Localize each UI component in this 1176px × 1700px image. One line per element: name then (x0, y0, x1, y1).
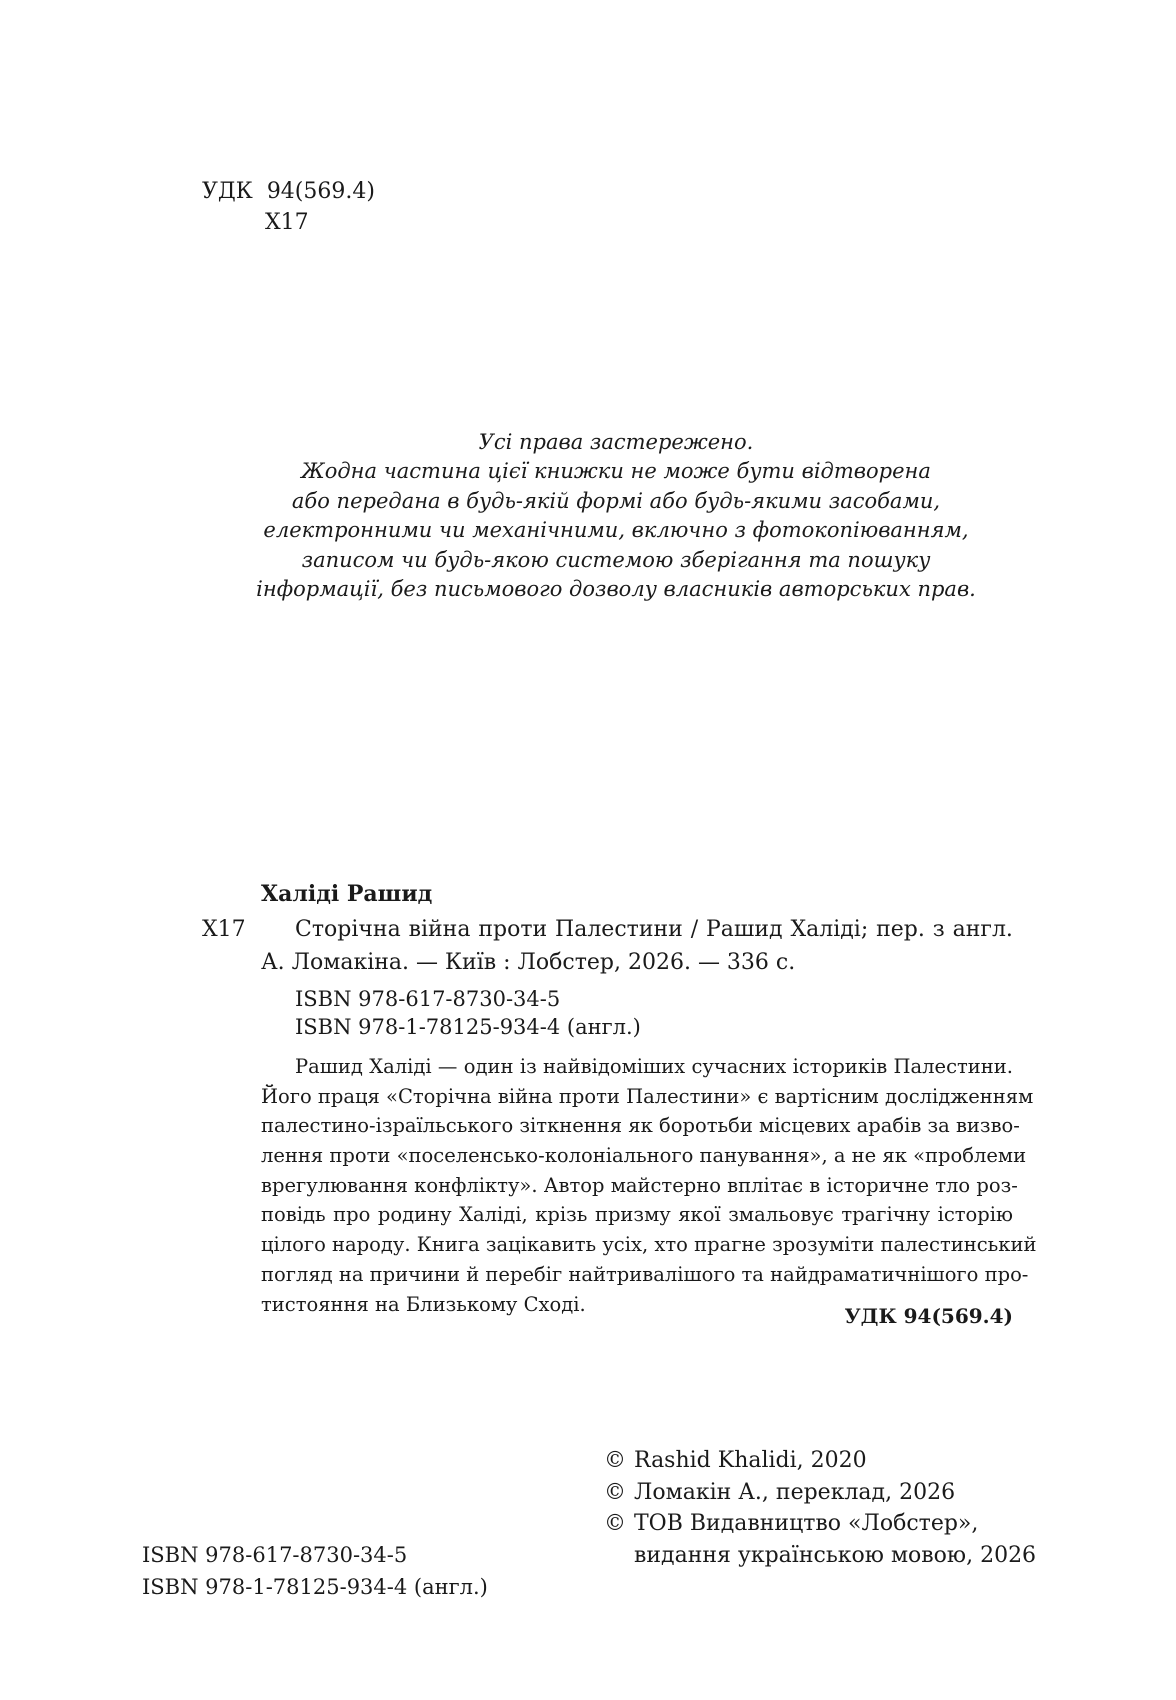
annotation-line: Рашид Халіді — один із найвідоміших сучасних істориків Палестини. (295, 1055, 1013, 1078)
catalog-title-line-2: А. Ломакіна. — Київ : Лобстер, 2026. — 336 с. (261, 950, 796, 975)
annotation-line: цілого народу. Книга зацікавить усіх, хто прагне зрозуміти палестинський (261, 1233, 1037, 1257)
rights-line: Жодна частина цієї книжки не може бути відтворена (301, 459, 931, 484)
title-word: Рашид (705, 917, 783, 942)
catalog-author: Халіді Рашид (261, 881, 433, 907)
catalog-udc: УДК 94(569.4) (844, 1304, 1013, 1328)
author-sign: Х17 (265, 210, 309, 235)
catalog-isbn-1: ISBN 978-617-8730-34-5 (295, 987, 561, 1011)
udc-line (202, 179, 375, 210)
copyright-line (604, 1508, 1036, 1540)
annotation-line: погляд на причини й перебіг найтривалішого та найдраматичнішого про- (261, 1262, 1029, 1286)
copyright-text: Rashid Khalidi, 2020 (634, 1448, 867, 1473)
title-word: з (932, 917, 945, 942)
catalog-author-sign: Х17 (202, 917, 246, 942)
title-word: Палестини (555, 917, 683, 942)
udc-label: УДК (202, 179, 253, 204)
catalog-annotation (261, 1052, 1037, 1319)
annotation-line: лення проти «поселенсько-колоніального панування», а не як «проблеми (261, 1144, 1027, 1168)
title-word: Сторічна (295, 917, 401, 942)
udc-header (202, 179, 375, 241)
isbn-line: ISBN 978-617-8730-34-5 (142, 1543, 408, 1567)
rights-line: записом чи будь-якою системою зберігання та пошуку (301, 547, 931, 572)
isbn-line: ISBN 978-1-78125-934-4 (англ.) (142, 1574, 488, 1599)
title-word: пер. (876, 917, 925, 942)
title-word: війна (408, 917, 471, 942)
rights-line: інформації, без письмового дозволу власників авторських прав. (256, 576, 976, 601)
title-word: англ. (952, 917, 1013, 942)
catalog-isbn-2: ISBN 978-1-78125-934-4 (англ.) (295, 1015, 641, 1039)
annotation-line: врегулювання конфлікту». Автор майстерно вплітає в історичне тло роз- (261, 1173, 1018, 1197)
rights-line: або передана в будь-якій формі або будь-якими засобами, (291, 488, 941, 513)
isbn-block (142, 1540, 488, 1603)
title-word: Халіді; (790, 917, 869, 942)
author-sign-line (202, 210, 375, 241)
title-word: / (690, 917, 699, 942)
copyright-block (604, 1445, 1036, 1571)
copyright-icon: © (604, 1448, 626, 1473)
copyright-icon: © (604, 1479, 626, 1505)
annotation-line: тистояння на Близькому Сході. (261, 1292, 586, 1316)
copyright-line (604, 1477, 1036, 1509)
copyright-text: ТОВ Видавництво «Лобстер», (634, 1511, 979, 1536)
annotation-line: повідь про родину Халіді, крізь призму якої змальовує трагічну історію (261, 1203, 1013, 1227)
annotation-line: палестино-ізраїльського зіткнення як боротьби місцевих арабів за визво- (261, 1114, 1020, 1138)
catalog-title-line-1 (295, 919, 1013, 941)
rights-notice (220, 428, 1012, 604)
rights-line: Усі права застережено. (478, 430, 754, 454)
copyright-line (604, 1445, 1036, 1477)
title-word: проти (478, 917, 548, 942)
annotation-line: Його праця «Сторічна війна проти Палестини» є вартісним дослідженням (261, 1084, 1034, 1108)
rights-line: електронними чи механічними, включно з фотокопіюванням, (263, 518, 969, 543)
copyright-text: Ломакін А., переклад, 2026 (634, 1479, 956, 1505)
copyright-icon: © (604, 1511, 626, 1536)
copyright-continuation: видання українською мовою, 2026 (634, 1542, 1037, 1568)
udc-code: 94(569.4) (266, 179, 375, 204)
